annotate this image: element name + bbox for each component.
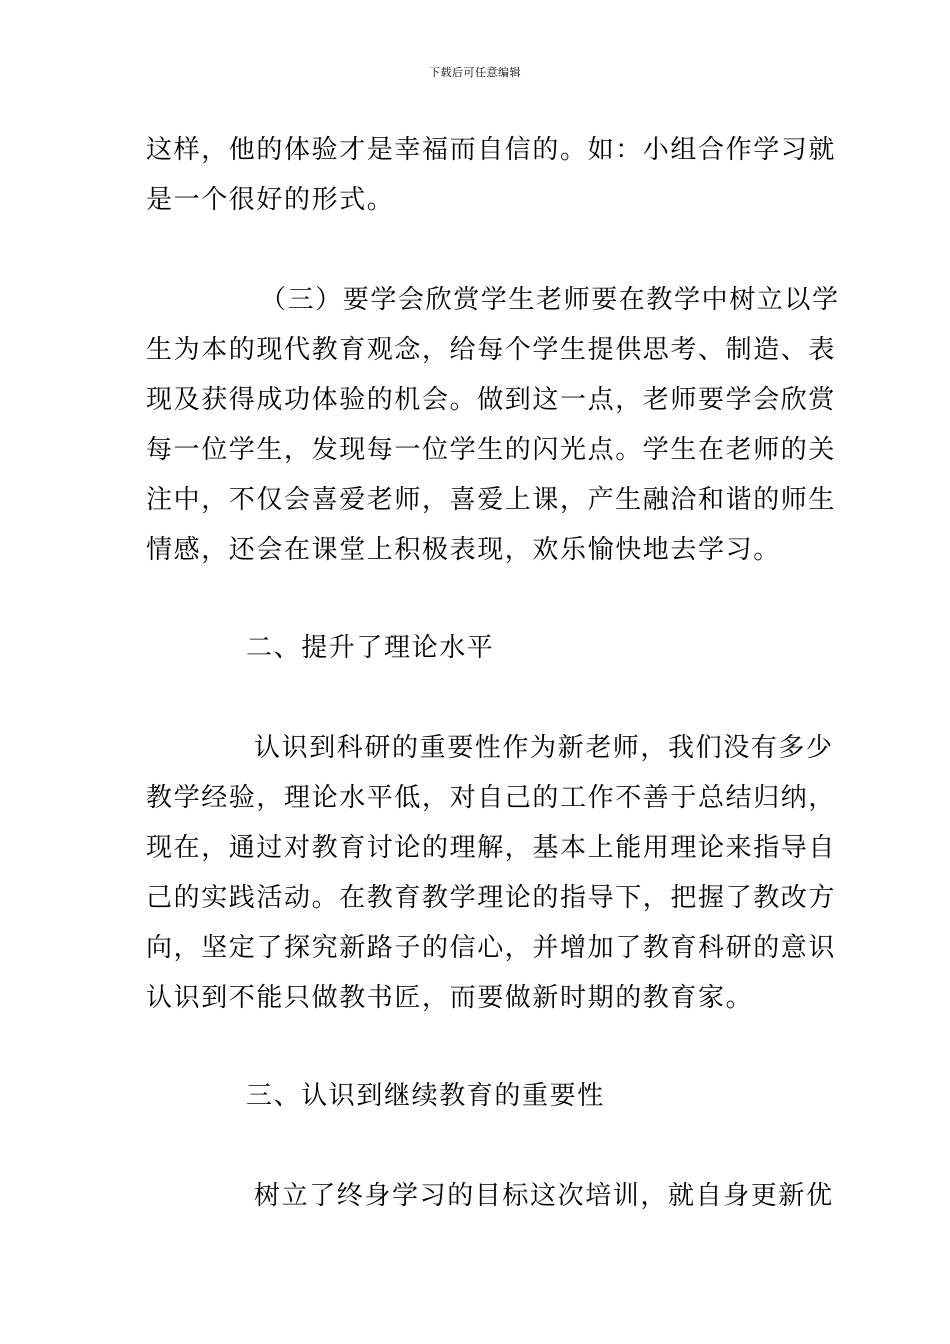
paragraph-line: 树立了终身学习的目标这次培训，就自身更新优: [254, 1181, 834, 1211]
paragraph-line: 认识到科研的重要性作为新老师，我们没有多少: [254, 733, 834, 763]
paragraph-line: 现及获得成功体验的机会。做到这一点，老师要学会欣赏: [146, 385, 837, 415]
paragraph-line: 注中，不仅会喜爱老师，喜爱上课，产生融洽和谐的师生: [146, 485, 837, 515]
paragraph-line: （三）要学会欣赏学生老师要在教学中树立以学: [260, 285, 840, 315]
paragraph-line: 向，坚定了探究新路子的信心，并增加了教育科研的意识: [146, 933, 837, 963]
paragraph-line: 认识到不能只做教书匠，而要做新时期的教育家。: [146, 983, 754, 1013]
paragraph-line: 教学经验，理论水平低，对自己的工作不善于总结归纳，: [146, 783, 837, 813]
section-heading: 二、提升了理论水平: [246, 633, 495, 663]
paragraph-line: 现在，通过对教育讨论的理解，基本上能用理论来指导自: [146, 833, 837, 863]
paragraph-line: 是一个很好的形式。: [146, 185, 395, 215]
page-header: 下载后可任意编辑: [429, 66, 521, 79]
paragraph-line: 己的实践活动。在教育教学理论的指导下，把握了教改方: [146, 883, 837, 913]
paragraph-line: 这样，他的体验才是幸福而自信的。如：小组合作学习就: [146, 135, 837, 165]
paragraph-line: 每一位学生，发现每一位学生的闪光点。学生在老师的关: [146, 435, 837, 465]
paragraph-line: 情感，还会在课堂上积极表现，欢乐愉快地去学习。: [146, 535, 781, 565]
section-heading: 三、认识到继续教育的重要性: [246, 1081, 605, 1111]
paragraph-line: 生为本的现代教育观念，给每个学生提供思考、制造、表: [146, 335, 837, 365]
